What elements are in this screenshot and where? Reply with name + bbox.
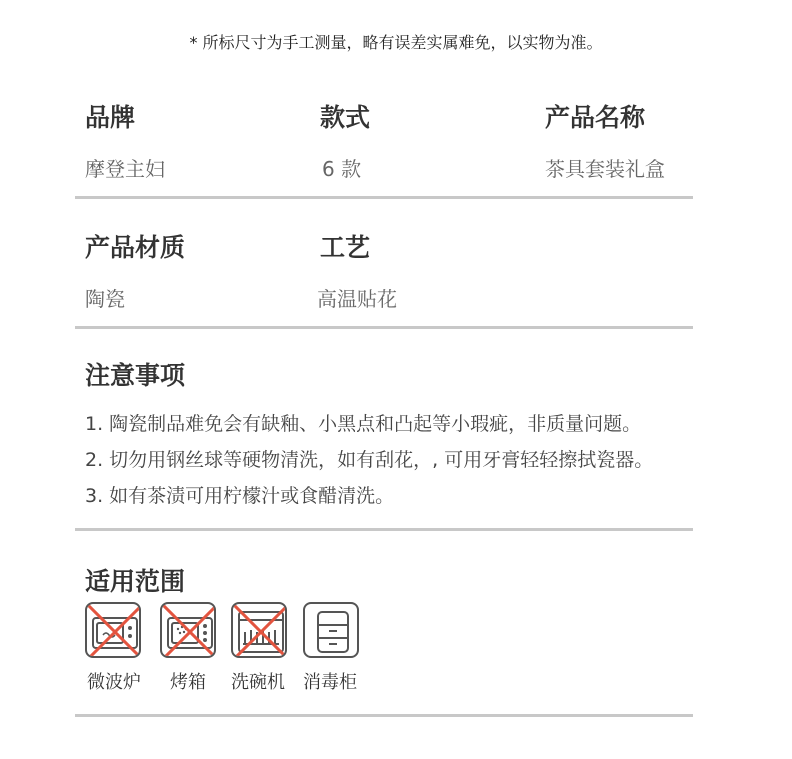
spec-value-material: 陶瓷 (85, 287, 125, 311)
oven-icon (160, 602, 216, 658)
usage-label-oven: 烤箱 (170, 672, 206, 693)
dishwasher-icon (231, 602, 287, 658)
spec-value-product-name: 茶具套装礼盒 (545, 157, 665, 181)
divider (75, 196, 693, 199)
usage-title: 适用范围 (85, 567, 186, 596)
spec-value-style: 6 款 (322, 157, 362, 181)
notice-item: 2. 切勿用钢丝球等硬物清洗，如有刮花，, 可用牙膏轻轻擦拭瓷器。 (85, 449, 654, 471)
microwave-icon (85, 602, 141, 658)
divider (75, 714, 693, 717)
usage-label-dishwasher: 洗碗机 (231, 672, 285, 693)
usage-item-dishwasher (231, 602, 291, 658)
divider (75, 326, 693, 329)
divider (75, 528, 693, 531)
notice-title: 注意事项 (85, 361, 186, 390)
spec-label-craft: 工艺 (320, 233, 371, 262)
usage-item-oven (160, 602, 220, 658)
notice-item: 1. 陶瓷制品难免会有缺釉、小黑点和凸起等小瑕疵，非质量问题。 (85, 413, 642, 435)
spec-value-brand: 摩登主妇 (85, 157, 165, 181)
usage-item-microwave (85, 602, 145, 658)
spec-value-craft: 高温贴花 (317, 287, 397, 311)
spec-label-product-name: 产品名称 (545, 103, 646, 132)
spec-label-style: 款式 (320, 103, 371, 132)
notice-item: 3. 如有茶渍可用柠檬汁或食醋清洗。 (85, 485, 395, 507)
usage-label-sterilizer-cabinet: 消毒柜 (303, 672, 357, 693)
usage-item-sterilizer-cabinet (303, 602, 363, 658)
usage-label-microwave: 微波炉 (87, 672, 141, 693)
measurement-note: * 所标尺寸为手工测量，略有误差实属难免，以实物为准。 (189, 33, 603, 52)
spec-label-material: 产品材质 (85, 233, 186, 262)
spec-label-brand: 品牌 (85, 103, 136, 132)
sterilizer-cabinet-icon (303, 602, 359, 658)
